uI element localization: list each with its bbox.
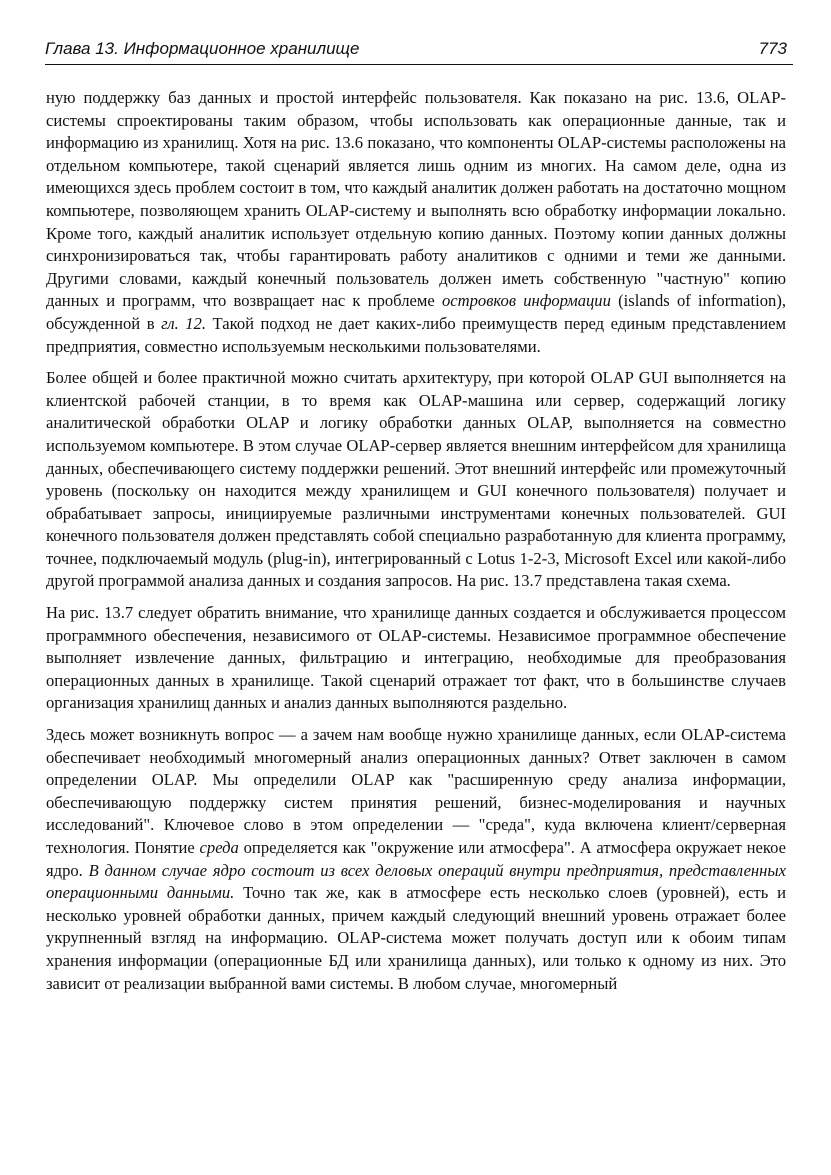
paragraph — [46, 724, 786, 995]
text-run: ную поддержку баз данных и простой интерфейс пользователя. Как показано на рис. 13.6, OLAP-системы спроектированы таким образом, чтобы использовать как операционные данные, так и информацию из хранилищ. Хотя на рис. 13.6 показано, что компоненты OLAP-системы расположены на отдельном компьютере, такой сценарий является лишь одним из многих. На самом деле, одна из имеющихся здесь проблем состоит в том, что каждый аналитик должен работать на достаточно мощном компьютере, позволяющем хранить OLAP-систему и выполнять всю обработку информации локально. Кроме того, каждый аналитик использует отдельную копию данных. Поэтому копии данных должны синхронизироваться так, чтобы гарантировать работу аналитиков с одними и теми же данными. Другими словами, каждый конечный пользователь должен иметь собственную "частную" копию данных и программ, что возвращает нас к проблеме — [46, 88, 786, 311]
paragraph — [46, 367, 786, 593]
chapter-title: Глава 13. Информационное хранилище — [45, 39, 360, 58]
body-text — [46, 87, 786, 1004]
text-run: Более общей и более практичной можно считать архитектуру, при которой OLAP GUI выполняется на клиентской рабочей станции, в то время как OLAP-машина или сервер, содержащий логику аналитической обработки OLAP и логику обработки данных OLAP, выполняется на совместно используемом компьютере. В этом случае OLAP-сервер является внешним интерфейсом для хранилища данных, обеспечивающего систему поддержки решений. Этот внешний интерфейс или промежуточный уровень (поскольку он находится между хранилищем и GUI конечного пользователя) получает и обрабатывает запросы, инициируемые различными инструментами конечных пользователей. GUI конечного пользователя должен представлять собой специально разработанную для клиента программу, точнее, подключаемый модуль (plug-in), интегрированный с Lotus 1-2-3, Microsoft Excel или какой-либо другой программой анализа данных и создания запросов. На рис. 13.7 представлена такая схема. — [46, 368, 786, 591]
text-run: (islands of information), обсужденной в — [46, 291, 787, 333]
italic-text: В данном случае ядро состоит из всех деловых операций внутри предприятия, представленных операционными данными. — [46, 860, 787, 903]
running-header — [45, 38, 793, 65]
paragraph — [46, 87, 786, 358]
paragraph — [46, 602, 786, 715]
text-run: Такой подход не дает каких-либо преимуществ перед единым представлением предприятия, совместно используемым несколькими пользователями. — [46, 313, 787, 356]
page-number: 773 — [758, 39, 787, 58]
italic-text: гл. 12. — [161, 313, 206, 333]
text-run: Точно так же, как в атмосфере есть несколько слоев (уровней), есть и несколько уровней обработки данных, причем каждый следующий внешний уровень отражает более укрупненный взгляд на информацию. OLAP-система может получать доступ или к обоим типам хранения информации (операционные БД или хранилища данных), или только к одному из них. Это зависит от реализации выбранной вами системы. В любом случае, многомерный — [46, 883, 787, 993]
italic-text: островков информации — [441, 291, 611, 311]
italic-text: среда — [199, 838, 239, 857]
text-run: определяется как "окружение или атмосфера". А атмосфера окружает некое ядро. — [46, 838, 786, 880]
text-run: Здесь может возникнуть вопрос — а зачем нам вообще нужно хранилище данных, если OLAP-система обеспечивает необходимый многомерный анализ операционных данных? Ответ заключен в самом определении OLAP. Мы определили OLAP как "расширенную среду анализа информации, обеспечивающую поддержку систем принятия решений, бизнес-моделирования и научных исследований". Ключевое слово в этом определении — "среда", куда включена клиент/серверная технология. Понятие — [46, 725, 786, 857]
text-run: На рис. 13.7 следует обратить внимание, что хранилище данных создается и обслуживается процессом программного обеспечения, независимого от OLAP-системы. Независимое программное обеспечение выполняет извлечение данных, фильтрацию и интеграцию, необходимые для преобразования операционных данных в хранилище. Такой сценарий отражает тот факт, что в большинстве случаев организация хранилищ данных и анализ данных выполняются раздельно. — [46, 603, 786, 713]
